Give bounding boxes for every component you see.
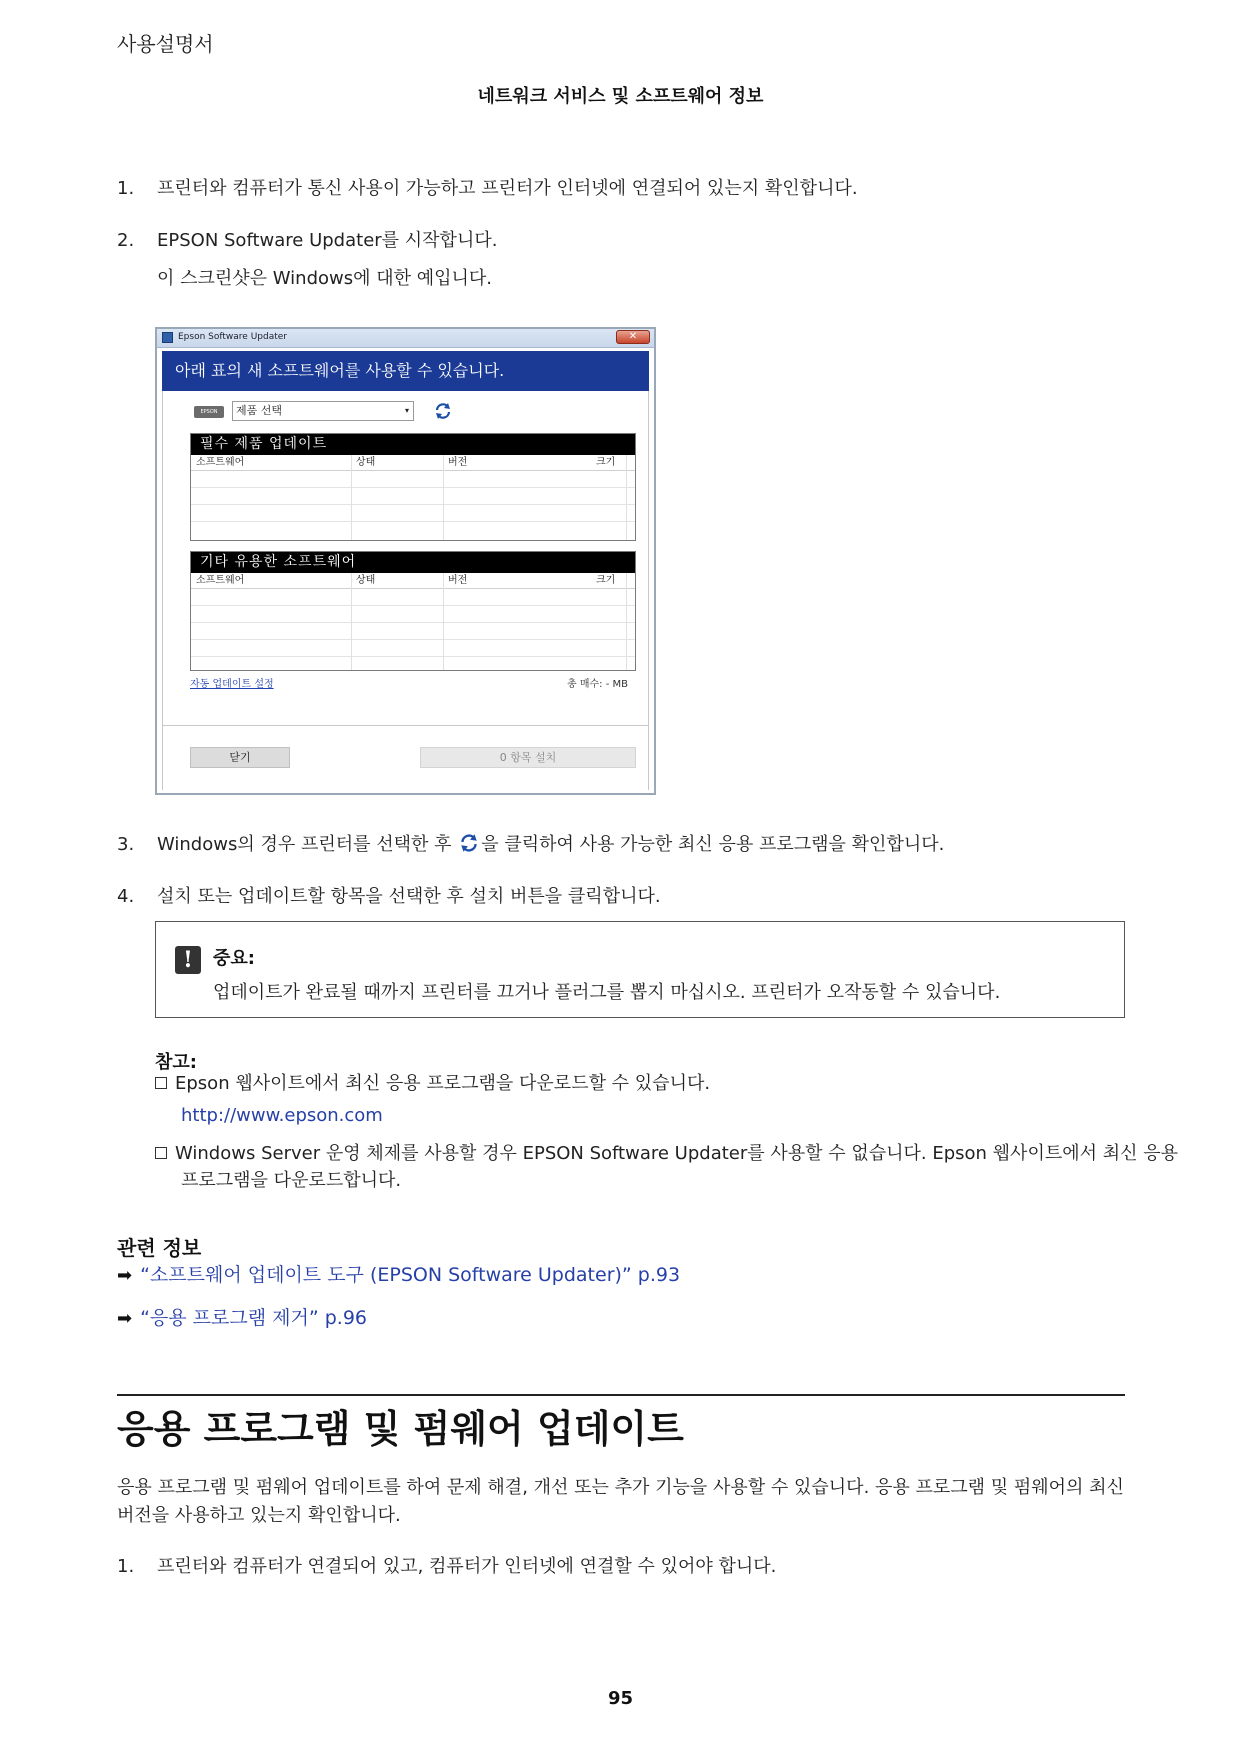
note-item-2	[155, 1140, 1178, 1167]
table-row	[191, 471, 635, 488]
related-link-text[interactable]: “소프트웨어 업데이트 도구 (EPSON Software Updater)” p.93	[140, 1264, 681, 1286]
section-paragraph: 응용 프로그램 및 펌웨어 업데이트를 하여 문제 해결, 개선 또는 추가 기능을 사용할 수 있습니다. 응용 프로그램 및 펌웨어의 최신 버전을 사용하고 있는지 확인합니다.	[117, 1477, 1124, 1526]
step-number: 4.	[117, 886, 135, 907]
table-row	[191, 657, 635, 674]
step-text: 프린터와 컴퓨터가 통신 사용이 가능하고 프린터가 인터넷에 연결되어 있는지 확인합니다.	[157, 178, 858, 199]
step-text: 프린터와 컴퓨터가 연결되어 있고, 컴퓨터가 인터넷에 연결할 수 있어야 합니다.	[157, 1556, 777, 1577]
note-title: 참고:	[155, 1052, 197, 1073]
note-text: Windows Server 운영 체제를 사용할 경우 EPSON Software Updater를 사용할 수 없습니다. Epson 웹사이트에서 최신 응용	[175, 1143, 1178, 1164]
related-info-title: 관련 정보	[117, 1236, 202, 1260]
table-row	[191, 589, 635, 606]
step-1	[117, 177, 858, 201]
table-row	[191, 606, 635, 623]
install-button[interactable]: 0 항목 설치	[420, 747, 636, 768]
window-title: Epson Software Updater	[178, 332, 287, 342]
note-item-1	[155, 1070, 710, 1097]
column-version: 버전	[448, 457, 468, 468]
table-row	[191, 488, 635, 505]
table-header	[191, 455, 635, 471]
updater-window-screenshot	[155, 327, 656, 795]
step-number: 2.	[117, 230, 135, 251]
section2-step-1	[117, 1555, 776, 1579]
step-number: 1.	[117, 178, 135, 199]
arrow-right-icon: ➡	[117, 1308, 133, 1329]
arrow-right-icon: ➡	[117, 1265, 133, 1286]
refresh-icon	[458, 832, 480, 854]
other-software-table	[190, 551, 636, 671]
table-row	[191, 505, 635, 522]
note-item-2-continued: 프로그램을 다운로드합니다.	[181, 1170, 402, 1191]
window-body	[162, 391, 649, 790]
step-2-note: 이 스크린샷은 Windows에 대한 예입니다.	[157, 268, 493, 289]
important-text: 업데이트가 완료될 때까지 프린터를 끄거나 플러그를 뽑지 마십시오. 프린터가 오작동할 수 있습니다.	[213, 982, 1001, 1003]
step-2	[117, 229, 497, 253]
related-link-1[interactable]	[117, 1260, 680, 1287]
table-title: 필수 제품 업데이트	[191, 434, 635, 455]
product-select[interactable]	[232, 401, 414, 421]
window-titlebar	[157, 329, 654, 348]
step-number: 1.	[117, 1556, 135, 1577]
step-3	[117, 832, 944, 857]
total-size-label: 총 매수: - MB	[567, 679, 628, 690]
step-text: 설치 또는 업데이트할 항목을 선택한 후 설치 버튼을 클릭합니다.	[157, 886, 661, 907]
close-button[interactable]: 닫기	[190, 747, 290, 768]
divider	[163, 725, 648, 726]
column-version: 버전	[448, 575, 468, 586]
note-text: Epson 웹사이트에서 최신 응용 프로그램을 다운로드할 수 있습니다.	[175, 1073, 711, 1094]
checkbox-bullet-icon	[155, 1147, 167, 1159]
step-text: EPSON Software Updater를 시작합니다.	[157, 230, 498, 251]
step-text-before: Windows의 경우 프린터를 선택한 후	[157, 834, 452, 855]
step-4	[117, 885, 661, 909]
step-number: 3.	[117, 834, 135, 855]
checkbox-bullet-icon	[155, 1077, 167, 1089]
column-software: 소프트웨어	[196, 575, 245, 586]
important-box	[155, 921, 1125, 1018]
warning-icon: !	[175, 946, 201, 974]
table-title: 기타 유용한 소프트웨어	[191, 552, 635, 573]
column-software: 소프트웨어	[196, 457, 245, 468]
window-close-button[interactable]: ✕	[616, 330, 650, 344]
section-heading: 응용 프로그램 및 펌웨어 업데이트	[117, 1407, 684, 1451]
chevron-down-icon: ▾	[404, 406, 409, 415]
heading-rule	[117, 1394, 1125, 1396]
column-status: 상태	[356, 575, 376, 586]
page-number: 95	[607, 1688, 634, 1709]
document-label: 사용설명서	[117, 32, 214, 56]
table-row	[191, 640, 635, 657]
column-status: 상태	[356, 457, 376, 468]
app-icon	[162, 332, 173, 343]
required-updates-table	[190, 433, 636, 541]
auto-update-settings-link[interactable]: 자동 업데이트 설정	[190, 679, 274, 690]
related-link-2[interactable]	[117, 1303, 367, 1330]
table-row	[191, 522, 635, 539]
table-header	[191, 573, 635, 589]
product-logo-icon: EPSON	[194, 406, 224, 418]
related-link-text[interactable]: “응용 프로그램 제거” p.96	[140, 1307, 368, 1329]
step-text-after: 을 클릭하여 사용 가능한 최신 응용 프로그램을 확인합니다.	[481, 834, 945, 855]
section-header: 네트워크 서비스 및 소프트웨어 정보	[477, 86, 764, 107]
window-banner: 아래 표의 새 소프트웨어를 사용할 수 있습니다.	[162, 351, 649, 391]
important-title: 중요:	[213, 948, 255, 969]
refresh-icon[interactable]	[433, 401, 453, 421]
product-select-value: 제품 선택	[236, 404, 283, 417]
epson-website-link[interactable]: http://www.epson.com	[181, 1105, 383, 1126]
table-row	[191, 623, 635, 640]
column-size: 크기	[596, 575, 616, 586]
column-size: 크기	[596, 457, 616, 468]
